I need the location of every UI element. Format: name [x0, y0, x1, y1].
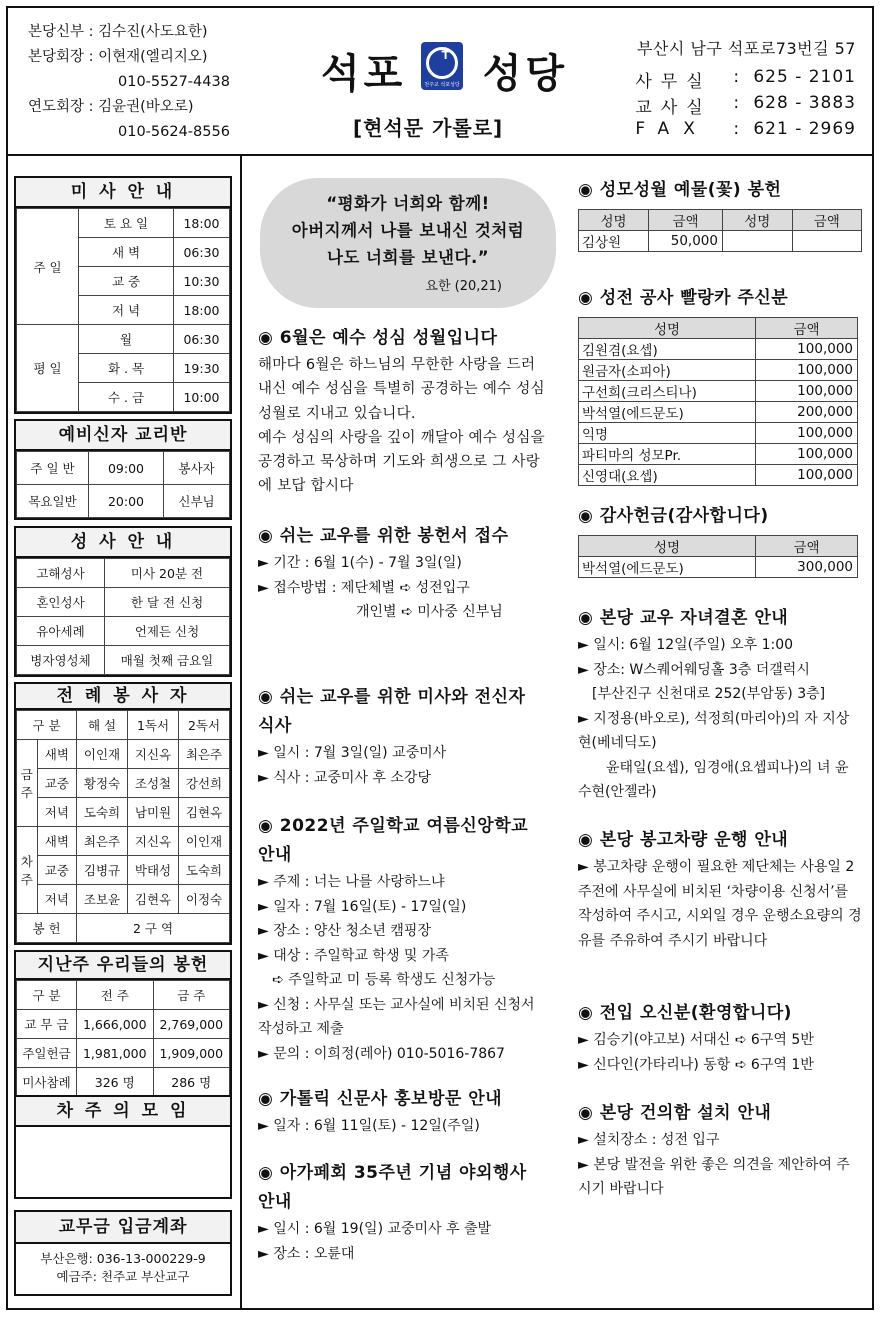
- meeting-title: 차 주 의 모 임: [16, 1097, 230, 1127]
- president: 본당회장 : 이현재(엘리지오): [28, 49, 208, 65]
- title-left: 석포: [321, 51, 407, 97]
- notice-mass-meal: ◉ 쉬는 교우를 위한 미사와 전신자 식사 ► 일시 : 7월 3일(일) 교중미사 ► 식사 : 교중미사 후 소강당: [258, 687, 526, 786]
- church-title: [313, 38, 568, 98]
- this-week-label: 금주: [17, 740, 38, 827]
- contact-info: [635, 36, 856, 145]
- scripture-quote: “평화가 너희와 함께! 아버지께서 나를 보내신 것처럼 나도 너희를 보낸다.” 요한 (20,21): [260, 178, 556, 308]
- sacrament-box: 성 사 안 내 고해성사 미사 20분 전 혼인성사 한 달 전 신청 유아세례 언제든 신청 병자영성체 매월 첫째 금요일: [14, 526, 232, 677]
- pastor: 본당신부 : 김수진(사도요한): [28, 24, 208, 40]
- liturgy-title: 전 례 봉 사 자: [16, 684, 230, 710]
- flower-offering: ◉ 성모성월 예물(꽃) 봉헌 성명 금액 성명 금액 김상원 50,000: [578, 176, 868, 252]
- subtitle: [현석문 가롤로]: [353, 116, 504, 140]
- phone-office: 사무실 : 625 - 2101: [635, 67, 856, 92]
- column-divider: [240, 156, 242, 1310]
- president-phone: 010-5527-4438: [118, 74, 230, 90]
- notice-wedding: ◉ 본당 교우 자녀결혼 안내 ► 일시: 6월 12일(주일) 오후 1:00 ► 장소: W스퀘어웨딩홀 3층 더갤럭시 [부산진구 신천대로 252(부암동) 3층] ► 지정용(바오로), 석정희(마리아)의 자 지상현(베네딕도) 윤태일(요셉), 임경애(요셉피나)의 녀 윤수현(안젤라): [578, 608, 850, 800]
- account-bank: 부산은행: 036-13-000229-9: [40, 1251, 206, 1266]
- account-holder: 예금주: 천주교 부산교구: [56, 1269, 190, 1284]
- phone-teacher: 교사실 : 628 - 3883: [635, 93, 856, 118]
- liturgy-box: 전 례 봉 사 자 구 분 해 설 1독서 2독서 금주 새벽 이인재 지신옥 최은주 교중 황정숙 조성철 강선희 저녁 도숙희 남미원 김현옥 차주 새벽 최은주 지신옥 이인재 교중 김병규 박태성 도숙희 저녁 조보윤 김현옥 이정숙 봉 헌 2 구 역: [14, 682, 232, 945]
- year-president-phone: 010-5624-8556: [118, 124, 230, 140]
- year-president: 연도회장 : 김윤권(바오로): [28, 99, 194, 115]
- mass-title: 미 사 안 내: [16, 178, 230, 208]
- next-week-label: 차주: [17, 827, 38, 914]
- weekday-label: 평 일: [17, 325, 79, 412]
- notice-offering-form: ◉ 쉬는 교우를 위한 봉헌서 접수 ► 기간 : 6월 1(수) - 7월 3일(일) ► 접수방법 : 제단체별 ➪ 성전입구 개인별 ➪ 미사중 신부님: [258, 526, 509, 620]
- account-title: 교무금 입금계좌: [16, 1212, 230, 1244]
- mass-schedule: 미 사 안 내 주 일 토 요 일 18:00 새 벽 06:30 교 중 10:30 저 녁 18:00 평 일 월 06:30 화 . 목 19:30 수 . 금 10:00: [14, 176, 232, 414]
- church-logo-icon: ✝ 천주교 석포성당: [421, 42, 463, 90]
- catechism-title: 예비신자 교리반: [16, 421, 230, 451]
- notice-suggestion-box: ◉ 본당 건의함 설치 안내 ► 설치장소 : 성전 입구 ► 본당 발전을 위한 좋은 의견을 제안하여 주시기 바랍니다: [578, 1103, 850, 1197]
- notice-agape: ◉ 아가페회 35주년 기념 야외행사 안내 ► 일시 : 6월 19(일) 교중미사 후 출발 ► 장소 : 오륜대: [258, 1163, 527, 1262]
- offerings-title: 지난주 우리들의 봉헌: [16, 952, 230, 980]
- header: [8, 8, 872, 156]
- offerings-box: 지난주 우리들의 봉헌 구 분 전 주 금 주 교 무 금 1,666,000 2,769,000 주일헌금 1,981,000 1,909,000 미사참례 326 명 286 명: [14, 950, 232, 1099]
- account-box: [14, 1210, 232, 1296]
- scripture-ref: 요한 (20,21): [425, 279, 502, 294]
- bulletin-page: [6, 6, 874, 1310]
- carpet-donors: ◉ 성전 공사 빨랑카 주신분 성명 금액 김원겸(요셉) 100,000 원금자(소피아) 100,000 구선희(크리스티나) 100,000 박석열(에드문도) 200,000 익명 100,000 파티마의 성모Pr. 100,000 신영대(요셉) 100,000: [578, 284, 868, 486]
- catechism-box: 예비신자 교리반 주 일 반 09:00 봉사자 목요일반 20:00 신부님: [14, 419, 232, 520]
- notice-vehicle: ◉ 본당 봉고차량 운행 안내 ► 봉고차량 운행이 필요한 제단체는 사용일 2주전에 사무실에 비치된 ‘차량이용 신청서’를 작성하여 주시고, 시외일 경우 운행소요량의 경유를 주유하여 주시기 바랍니다: [578, 830, 862, 949]
- notice-sacred-heart: ◉ 6월은 예수 성심 성월입니다 해마다 6월은 하느님의 무한한 사랑을 드러내신 예수 성심을 특별히 공경하는 예수 성심 성월로 지내고 있습니다. 예수 성심의 사랑을 깊이 깨달아 예수 성심을 공경하고 묵상하며 기도와 희생으로 그 사랑에 보답 합시다: [258, 328, 545, 495]
- notice-summer-school: ◉ 2022년 주일학교 여름신앙학교 안내 ► 주제 : 너는 나를 사랑하느냐 ► 일자 : 7월 16일(토) - 17일(일) ► 장소 : 양산 청소년 캠핑장 ► 대상 : 주일학교 학생 및 가족 ➪ 주일학교 미 등록 학생도 신청가능 ► 신청 : 사무실 또는 교사실에 비치된 신청서 작성하고 제출 ► 문의 : 이희정(레아) 010-5016-7867: [258, 816, 535, 1062]
- notice-newcomers: ◉ 전입 오신분(환영합니다) ► 김승기(야고보) 서대신 ➪ 6구역 5반 ► 신다인(가타리나) 동항 ➪ 6구역 1반: [578, 1003, 814, 1073]
- notice-newspaper: ◉ 가톨릭 신문사 홍보방문 안내 ► 일자 : 6월 11일(토) - 12일(주일): [258, 1089, 503, 1134]
- phone-fax: FAX : 621 - 2969: [635, 119, 856, 139]
- sacrament-title: 성 사 안 내: [16, 528, 230, 558]
- staff-info: [28, 20, 230, 145]
- meeting-box: [14, 1095, 232, 1199]
- thanks-offering: ◉ 감사헌금(감사합니다) 성명 금액 박석열(에드문도) 300,000: [578, 502, 868, 578]
- address: 부산시 남구 석포로73번길 57: [636, 39, 856, 58]
- title-right: 성당: [482, 51, 568, 97]
- sunday-label: 주 일: [17, 209, 79, 325]
